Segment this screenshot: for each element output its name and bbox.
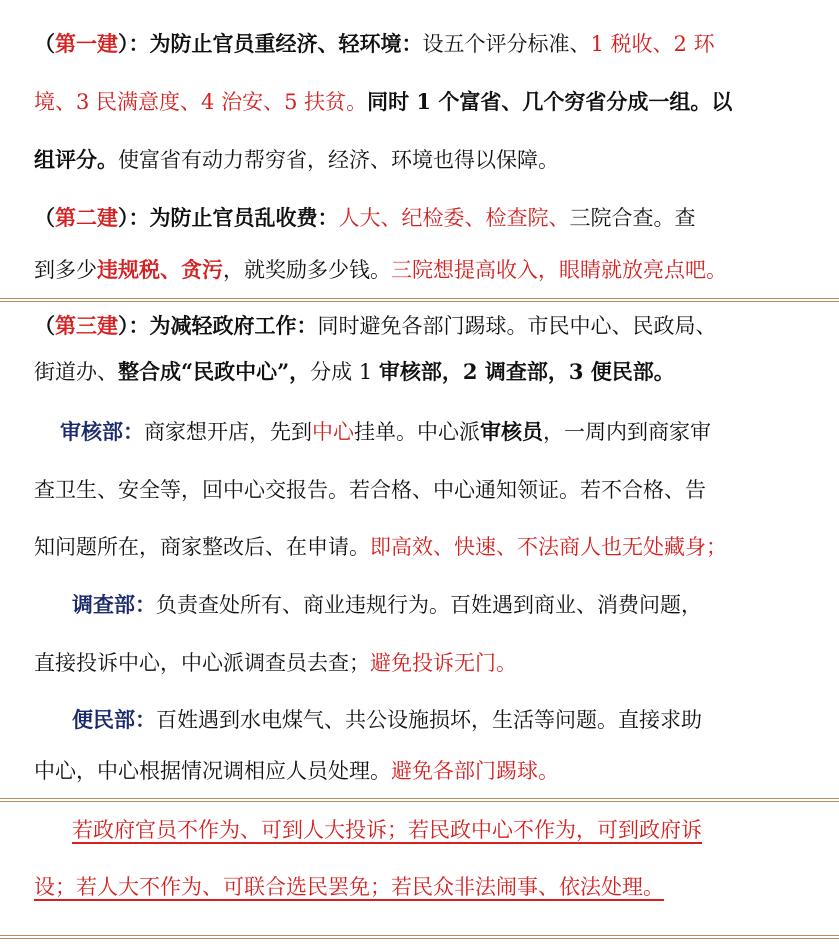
- institutions-text: 人大、纪检委、检查院、: [338, 206, 570, 230]
- audit-line1: [0, 417, 839, 447]
- text: 街道办、: [34, 360, 118, 384]
- text: 三院合查。查: [569, 206, 696, 230]
- section3-line1: [0, 311, 839, 341]
- departments-text: 审核部，2 调查部，3 便民部。: [378, 359, 675, 384]
- section2-line2: [0, 255, 839, 285]
- text: 分成 1: [310, 360, 379, 384]
- audit-benefit: 即高效、快速、不法商人也无处藏身；: [370, 535, 727, 559]
- grouping-text: 组评分。: [34, 147, 118, 172]
- divider: [0, 798, 839, 802]
- text: 同时避免各部门踢球。市民中心、民政局、: [317, 314, 717, 338]
- text: 负责查处所有、商业违规行为。百姓遇到商业、消费问题，: [156, 593, 702, 617]
- paren-open: （: [34, 205, 55, 230]
- service-label: 便民部：: [72, 707, 156, 732]
- audit-line2: [0, 475, 839, 505]
- text: 商家想开店，先到: [144, 420, 312, 444]
- divider: [0, 935, 839, 939]
- section2-heading: ）：为防止官员乱收费：: [118, 205, 339, 230]
- investigate-benefit: 避免投诉无门。: [370, 651, 517, 675]
- text: 使富省有动力帮穷省，经济、环境也得以保障。: [118, 148, 559, 172]
- section3-title: 第三建: [55, 313, 118, 338]
- section1-line1: [0, 29, 839, 59]
- text: 查卫生、安全等，回中心交报告。若合格、中心通知领证。若不合格、告: [34, 478, 706, 502]
- section1-line3: [0, 145, 839, 175]
- section1-heading: ）：为防止官员重经济、轻环境：: [118, 31, 423, 56]
- violations-text: 违规税、贪污: [97, 257, 223, 282]
- text: 设五个评分标准、: [422, 32, 591, 56]
- text: ，一周内到商家审: [543, 420, 711, 444]
- section4-line2: [0, 872, 839, 902]
- center-text: 中心: [312, 420, 354, 444]
- text: 中心，中心根据情况调相应人员处理。: [34, 759, 391, 783]
- criteria-text: 1 税收、2 环: [590, 32, 715, 56]
- accountability-text: 若政府官员不作为、可到人大投诉；若民政中心不作为，可到政府诉: [72, 818, 702, 842]
- service-line2: [0, 756, 839, 786]
- text: 百姓遇到水电煤气、共公设施损坏，生活等问题。直接求助: [156, 708, 702, 732]
- paren-open: （: [34, 31, 55, 56]
- audit-label: 审核部：: [60, 419, 144, 444]
- section3-line2: [0, 357, 839, 387]
- service-line1: [0, 705, 839, 735]
- accountability-text: 设；若人大不作为、可联合选民罢免；若民众非法闹事、依法处理。: [34, 875, 664, 899]
- section1-title: 第一建: [55, 31, 118, 56]
- grouping-text: 同时 1 个富省、几个穷省分成一组。以: [367, 89, 733, 114]
- service-benefit: 避免各部门踢球。: [391, 759, 559, 783]
- section2-title: 第二建: [55, 205, 118, 230]
- text: 到多少: [34, 258, 97, 282]
- incentive-text: 三院想提高收入，眼睛就放亮点吧。: [391, 258, 727, 282]
- merge-text: 整合成“民政中心”，: [118, 359, 311, 384]
- section2-line1: [0, 203, 839, 233]
- paren-open: （: [34, 313, 55, 338]
- text: 知问题所在，商家整改后、在申请。: [34, 535, 370, 559]
- section3-heading: ）：为减轻政府工作：: [118, 313, 318, 338]
- investigate-label: 调查部：: [72, 592, 156, 617]
- audit-line3: [0, 532, 839, 562]
- text: 直接投诉中心，中心派调查员去查；: [34, 651, 370, 675]
- section1-line2: [0, 87, 839, 117]
- criteria-text: 境、3 民满意度、4 治安、5 扶贫。: [34, 90, 368, 114]
- text: ，就奖励多少钱。: [223, 258, 391, 282]
- divider: [0, 298, 839, 302]
- investigate-line1: [0, 590, 839, 620]
- text: 挂单。中心派: [354, 420, 480, 444]
- investigate-line2: [0, 648, 839, 678]
- section4-line1: [0, 815, 839, 845]
- auditor-text: 审核员: [480, 419, 543, 444]
